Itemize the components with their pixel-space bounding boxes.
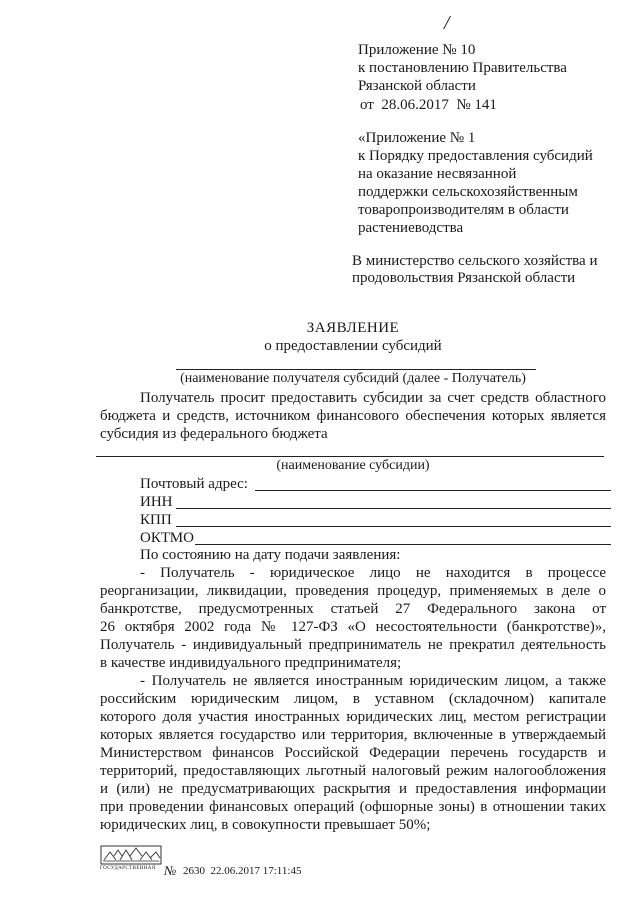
subsidy-caption: (наименование субсидии)	[276, 458, 430, 473]
item1-line-6: в качестве индивидуального предпринимателя;	[100, 655, 402, 671]
kpp-line[interactable]	[176, 526, 611, 527]
item1-line-3: банкротстве, предусмотренных статьей 27 Федерального закона от	[100, 601, 606, 617]
item1-line-5: Получатель - индивидуальный предприниматель не прекратил деятельность	[100, 637, 606, 653]
stamp-caption: ГОСУДАРСТВЕННАЯ	[100, 866, 156, 871]
addressee-line-1: В министерство сельского хозяйства и	[352, 253, 598, 269]
item2-line-5: Министерством финансов Российской Федерации перечень государств и	[100, 745, 606, 761]
intro-line-1: Получатель просит предоставить субсидии за счет средств областного	[140, 390, 606, 406]
appendix-line-2: к постановлению Правительства	[358, 60, 567, 76]
as-of-date-text: По состоянию на дату подачи заявления:	[140, 547, 401, 563]
inn-line[interactable]	[176, 508, 611, 509]
number-sign-icon: №	[164, 863, 177, 878]
item1-line-2: реорганизации, ликвидации, проведения процедур, применяемых в деле о	[100, 583, 606, 599]
item2-line-7: и (или) не предусматривающих раскрытия и предоставления информации	[100, 781, 606, 797]
document-title: ЗАЯВЛЕНИЕ	[306, 320, 400, 336]
postal-address-label: Почтовый адрес:	[140, 476, 248, 492]
registration-stamp	[100, 844, 162, 866]
recipient-caption: (наименование получателя субсидий (далее - Получатель)	[180, 371, 526, 386]
postal-address-line[interactable]	[255, 490, 611, 491]
item1-line-4: 26 октября 2002 года № 127-ФЗ «О несостоятельности (банкротстве)»,	[100, 619, 606, 635]
appendix-inner-line-3: на оказание несвязанной	[358, 166, 517, 182]
item2-line-2: российским юридическим лицом, в уставном (складочном) капитале	[100, 691, 606, 707]
appendix-line-1: Приложение № 10	[358, 42, 476, 58]
item2-line-9: юридических лиц, в совокупности превышает 50%;	[100, 817, 431, 833]
kpp-label: КПП	[140, 512, 172, 528]
item1-line-1: - Получатель - юридическое лицо не находится в процессе	[140, 565, 606, 581]
addressee-line-2: продовольствия Рязанской области	[352, 270, 576, 286]
appendix-inner-line-5: товаропроизводителям в области	[358, 202, 569, 218]
appendix-inner-line-2: к Порядку предоставления субсидий	[358, 148, 593, 164]
appendix-inner-line-4: поддержки сельскохозяйственным	[358, 184, 578, 200]
document-number: 2630 22.06.2017 17:11:45	[183, 865, 302, 877]
item2-line-8: при проведении финансовых операций (офшорные зоны) в отношении таких	[100, 799, 606, 815]
oktmo-label: ОКТМО	[140, 530, 194, 546]
item2-line-6: территорий, предоставляющих льготный налоговый режим налогообложения	[100, 763, 606, 779]
stamp-icon	[100, 844, 162, 866]
item2-line-4: которых является государство или территория, включенные в утверждаемый	[100, 727, 606, 743]
appendix-inner-line-6: растениеводства	[358, 220, 464, 236]
page-mark: /	[444, 12, 450, 34]
item2-line-1: - Получатель не является иностранным юридическим лицом, а также	[140, 673, 606, 689]
appendix-line-4: от 28.06.2017 № 141	[360, 97, 497, 113]
oktmo-line[interactable]	[195, 544, 611, 545]
inn-label: ИНН	[140, 494, 173, 510]
appendix-line-3: Рязанской области	[358, 78, 476, 94]
item2-line-3: которого доля участия иностранных юридических лиц, местом регистрации	[100, 709, 606, 725]
intro-line-2: бюджета и средств, источником финансового обеспечения которых является	[100, 408, 606, 424]
document-subtitle: о предоставлении субсидий	[264, 338, 442, 354]
intro-line-3: субсидия из федерального бюджета	[100, 426, 328, 442]
appendix-inner-line-1: «Приложение № 1	[358, 130, 476, 146]
